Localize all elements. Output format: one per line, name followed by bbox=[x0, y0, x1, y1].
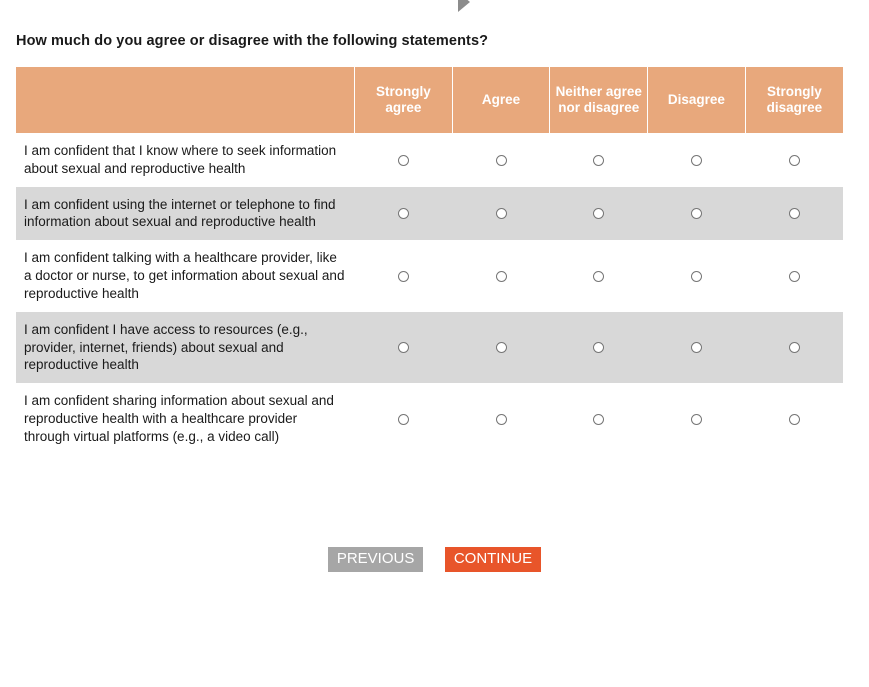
likert-matrix-table bbox=[16, 67, 843, 455]
radio-icon[interactable] bbox=[398, 208, 409, 219]
radio-cell-3-neither[interactable] bbox=[550, 240, 648, 311]
column-header-strongly-disagree: Strongly disagree bbox=[745, 67, 843, 133]
radio-icon[interactable] bbox=[691, 271, 702, 282]
column-header-strongly-agree: Strongly agree bbox=[355, 67, 453, 133]
statement-label-2: I am confident using the internet or telephone to find information about sexual and reproductive health bbox=[16, 187, 355, 241]
radio-cell-1-disagree[interactable] bbox=[648, 133, 746, 187]
radio-cell-1-strongly-disagree[interactable] bbox=[745, 133, 843, 187]
table-row bbox=[16, 187, 843, 241]
radio-cell-1-neither[interactable] bbox=[550, 133, 648, 187]
continue-button[interactable]: CONTINUE bbox=[445, 547, 541, 572]
radio-icon[interactable] bbox=[398, 155, 409, 166]
radio-cell-4-disagree[interactable] bbox=[648, 312, 746, 383]
column-header-disagree: Disagree bbox=[648, 67, 746, 133]
radio-icon[interactable] bbox=[691, 342, 702, 353]
radio-icon[interactable] bbox=[398, 414, 409, 425]
radio-cell-1-agree[interactable] bbox=[452, 133, 550, 187]
statement-label-3: I am confident talking with a healthcare provider, like a doctor or nurse, to get information about sexual and reproductive health bbox=[16, 240, 355, 311]
table-row bbox=[16, 133, 843, 187]
radio-icon[interactable] bbox=[398, 342, 409, 353]
radio-icon[interactable] bbox=[789, 342, 800, 353]
radio-icon[interactable] bbox=[789, 208, 800, 219]
radio-cell-3-strongly-agree[interactable] bbox=[355, 240, 453, 311]
radio-icon[interactable] bbox=[789, 271, 800, 282]
radio-cell-2-disagree[interactable] bbox=[648, 187, 746, 241]
page-title: How much do you agree or disagree with the following statements? bbox=[16, 33, 489, 49]
previous-button[interactable]: PREVIOUS bbox=[328, 547, 424, 572]
matrix-corner-cell bbox=[16, 67, 355, 133]
column-header-agree: Agree bbox=[452, 67, 550, 133]
radio-cell-3-agree[interactable] bbox=[452, 240, 550, 311]
radio-cell-5-strongly-agree[interactable] bbox=[355, 383, 453, 454]
radio-cell-1-strongly-agree[interactable] bbox=[355, 133, 453, 187]
radio-cell-2-neither[interactable] bbox=[550, 187, 648, 241]
radio-icon[interactable] bbox=[691, 208, 702, 219]
radio-cell-4-strongly-agree[interactable] bbox=[355, 312, 453, 383]
table-row bbox=[16, 240, 843, 311]
radio-icon[interactable] bbox=[593, 414, 604, 425]
radio-cell-5-strongly-disagree[interactable] bbox=[745, 383, 843, 454]
table-row bbox=[16, 383, 843, 454]
radio-icon[interactable] bbox=[593, 208, 604, 219]
radio-icon[interactable] bbox=[496, 271, 507, 282]
radio-cell-4-strongly-disagree[interactable] bbox=[745, 312, 843, 383]
radio-cell-4-agree[interactable] bbox=[452, 312, 550, 383]
table-row bbox=[16, 312, 843, 383]
radio-icon[interactable] bbox=[398, 271, 409, 282]
statement-label-1: I am confident that I know where to seek information about sexual and reproductive health bbox=[16, 133, 355, 187]
radio-cell-5-neither[interactable] bbox=[550, 383, 648, 454]
radio-icon[interactable] bbox=[691, 414, 702, 425]
radio-icon[interactable] bbox=[593, 342, 604, 353]
radio-icon[interactable] bbox=[496, 155, 507, 166]
radio-cell-4-neither[interactable] bbox=[550, 312, 648, 383]
matrix-body bbox=[16, 133, 843, 455]
radio-icon[interactable] bbox=[789, 414, 800, 425]
radio-icon[interactable] bbox=[593, 271, 604, 282]
navigation-bar bbox=[0, 547, 869, 572]
radio-cell-2-strongly-disagree[interactable] bbox=[745, 187, 843, 241]
radio-icon[interactable] bbox=[496, 414, 507, 425]
column-header-neither: Neither agree nor disagree bbox=[550, 67, 648, 133]
radio-icon[interactable] bbox=[593, 155, 604, 166]
radio-cell-3-disagree[interactable] bbox=[648, 240, 746, 311]
radio-cell-2-agree[interactable] bbox=[452, 187, 550, 241]
radio-cell-5-agree[interactable] bbox=[452, 383, 550, 454]
radio-icon[interactable] bbox=[496, 342, 507, 353]
radio-cell-3-strongly-disagree[interactable] bbox=[745, 240, 843, 311]
progress-arrow-icon bbox=[452, 0, 476, 12]
statement-label-5: I am confident sharing information about sexual and reproductive health with a healthcare provider through virtual platforms (e.g., a video call) bbox=[16, 383, 355, 454]
radio-icon[interactable] bbox=[496, 208, 507, 219]
statement-label-4: I am confident I have access to resources (e.g., provider, internet, friends) about sexual and reproductive health bbox=[16, 312, 355, 383]
matrix-header bbox=[16, 67, 843, 133]
matrix-header-row bbox=[16, 67, 843, 133]
radio-icon[interactable] bbox=[691, 155, 702, 166]
radio-cell-2-strongly-agree[interactable] bbox=[355, 187, 453, 241]
radio-cell-5-disagree[interactable] bbox=[648, 383, 746, 454]
radio-icon[interactable] bbox=[789, 155, 800, 166]
